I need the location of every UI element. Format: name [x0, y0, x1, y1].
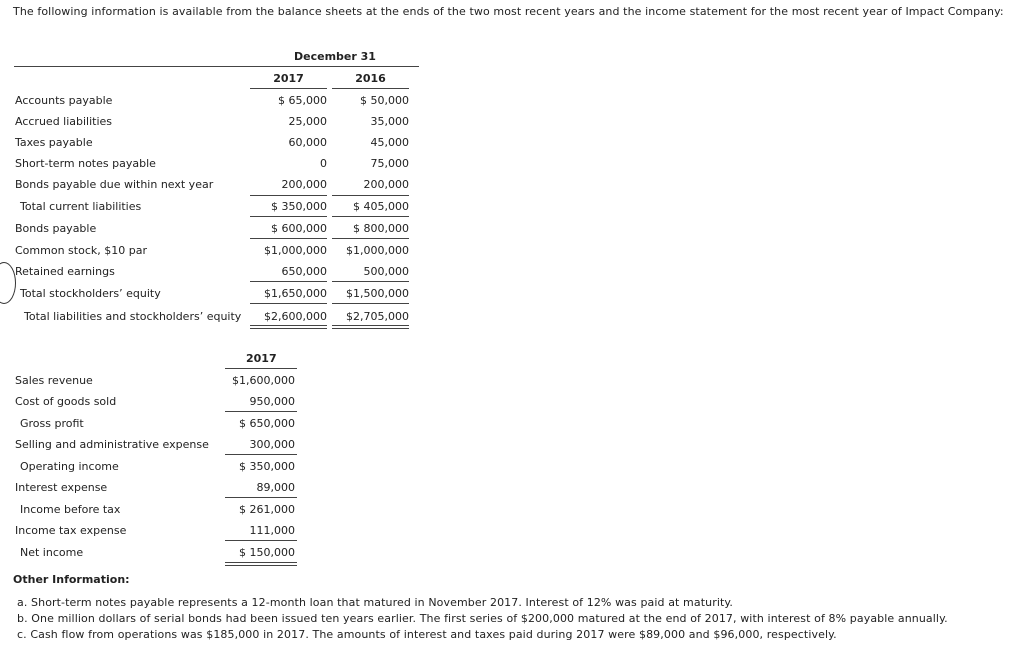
subtotal-rule: [250, 195, 327, 196]
row-value-2016: $ 405,000: [353, 200, 409, 213]
total-double-rule: [250, 325, 327, 329]
row-label: Taxes payable: [15, 136, 93, 149]
row-value-2017: 25,000: [288, 115, 327, 128]
subtotal-rule: [225, 540, 297, 541]
row-label: Sales revenue: [15, 374, 93, 387]
row-label: Accrued liabilities: [15, 115, 113, 128]
header-rule: [14, 66, 419, 67]
row-label: Retained earnings: [15, 265, 115, 278]
row-value-2017: 0: [320, 157, 327, 170]
subtotal-rule: [250, 216, 327, 217]
col-2017: 2017: [246, 352, 277, 365]
subtotal-rule: [250, 281, 327, 282]
row-value-2016: $ 800,000: [353, 222, 409, 235]
row-value-2017: 650,000: [281, 265, 327, 278]
row-value-2016: 200,000: [363, 178, 409, 191]
subtotal-rule: [332, 238, 409, 239]
row-value: $ 650,000: [239, 417, 295, 430]
row-label: Total liabilities and stockholders’ equity: [24, 310, 242, 323]
row-value-2016: $1,000,000: [346, 244, 409, 257]
note-c: c. Cash flow from operations was $185,000 in 2017. The amounts of interest and taxes paid during 2017 were $89,000 and $96,000, respectively.: [17, 628, 837, 641]
row-value: 300,000: [249, 438, 295, 451]
note-b: b. One million dollars of serial bonds had been issued ten years earlier. The first series of $200,000 matured at the end of 2017, with interest of 8% payable annually.: [17, 612, 948, 625]
row-value-2016: $1,500,000: [346, 287, 409, 300]
bracket-mark: [0, 262, 16, 304]
row-value: 89,000: [256, 481, 295, 494]
row-label: Short-term notes payable: [15, 157, 156, 170]
row-value-2016: 45,000: [370, 136, 409, 149]
row-label: Interest expense: [15, 481, 108, 494]
row-value-2016: 35,000: [370, 115, 409, 128]
row-label: Total stockholders’ equity: [20, 287, 161, 300]
subtotal-rule: [225, 454, 297, 455]
subtotal-rule: [250, 238, 327, 239]
row-value: $ 261,000: [239, 503, 295, 516]
row-value-2016: $2,705,000: [346, 310, 409, 323]
row-value-2017: $2,600,000: [264, 310, 327, 323]
row-value: $1,600,000: [232, 374, 295, 387]
row-value: $ 150,000: [239, 546, 295, 559]
row-value: $ 350,000: [239, 460, 295, 473]
subtotal-rule: [225, 411, 297, 412]
note-a: a. Short-term notes payable represents a 12-month loan that matured in November 2017. Interest of 12% was paid at maturity.: [17, 596, 734, 609]
row-label: Bonds payable: [15, 222, 97, 235]
row-label: Cost of goods sold: [15, 395, 117, 408]
subtotal-rule: [332, 281, 409, 282]
row-label: Bonds payable due within next year: [15, 178, 214, 191]
row-value: 950,000: [249, 395, 295, 408]
row-value-2017: 200,000: [281, 178, 327, 191]
col-2016-rule: [332, 88, 409, 89]
row-label: Net income: [20, 546, 84, 559]
row-label: Income tax expense: [15, 524, 127, 537]
row-label: Income before tax: [20, 503, 121, 516]
row-value-2016: $ 50,000: [360, 94, 409, 107]
subtotal-rule: [250, 303, 327, 304]
header-december-31: December 31: [294, 50, 376, 63]
row-value-2016: 500,000: [363, 265, 409, 278]
total-double-rule: [332, 325, 409, 329]
header-rule: [225, 368, 297, 369]
other-information-title: Other Information:: [13, 573, 130, 586]
row-value-2016: 75,000: [370, 157, 409, 170]
row-value-2017: $ 65,000: [278, 94, 327, 107]
total-double-rule: [225, 562, 297, 566]
intro-text: The following information is available from the balance sheets at the ends of the two most recent years and the income statement for the most recent year of Impact Company:: [13, 5, 1004, 18]
row-label: Accounts payable: [15, 94, 113, 107]
row-value-2017: 60,000: [288, 136, 327, 149]
row-value-2017: $ 350,000: [271, 200, 327, 213]
row-label: Total current liabilities: [20, 200, 142, 213]
subtotal-rule: [332, 216, 409, 217]
col-2017-rule: [250, 88, 327, 89]
subtotal-rule: [332, 195, 409, 196]
col-2016: 2016: [355, 72, 386, 85]
row-value-2017: $1,650,000: [264, 287, 327, 300]
row-value-2017: $ 600,000: [271, 222, 327, 235]
row-label: Common stock, $10 par: [15, 244, 147, 257]
subtotal-rule: [332, 303, 409, 304]
row-label: Operating income: [20, 460, 119, 473]
row-value-2017: $1,000,000: [264, 244, 327, 257]
row-value: 111,000: [249, 524, 295, 537]
row-label: Selling and administrative expense: [15, 438, 209, 451]
subtotal-rule: [225, 497, 297, 498]
row-label: Gross profit: [20, 417, 84, 430]
col-2017: 2017: [273, 72, 304, 85]
